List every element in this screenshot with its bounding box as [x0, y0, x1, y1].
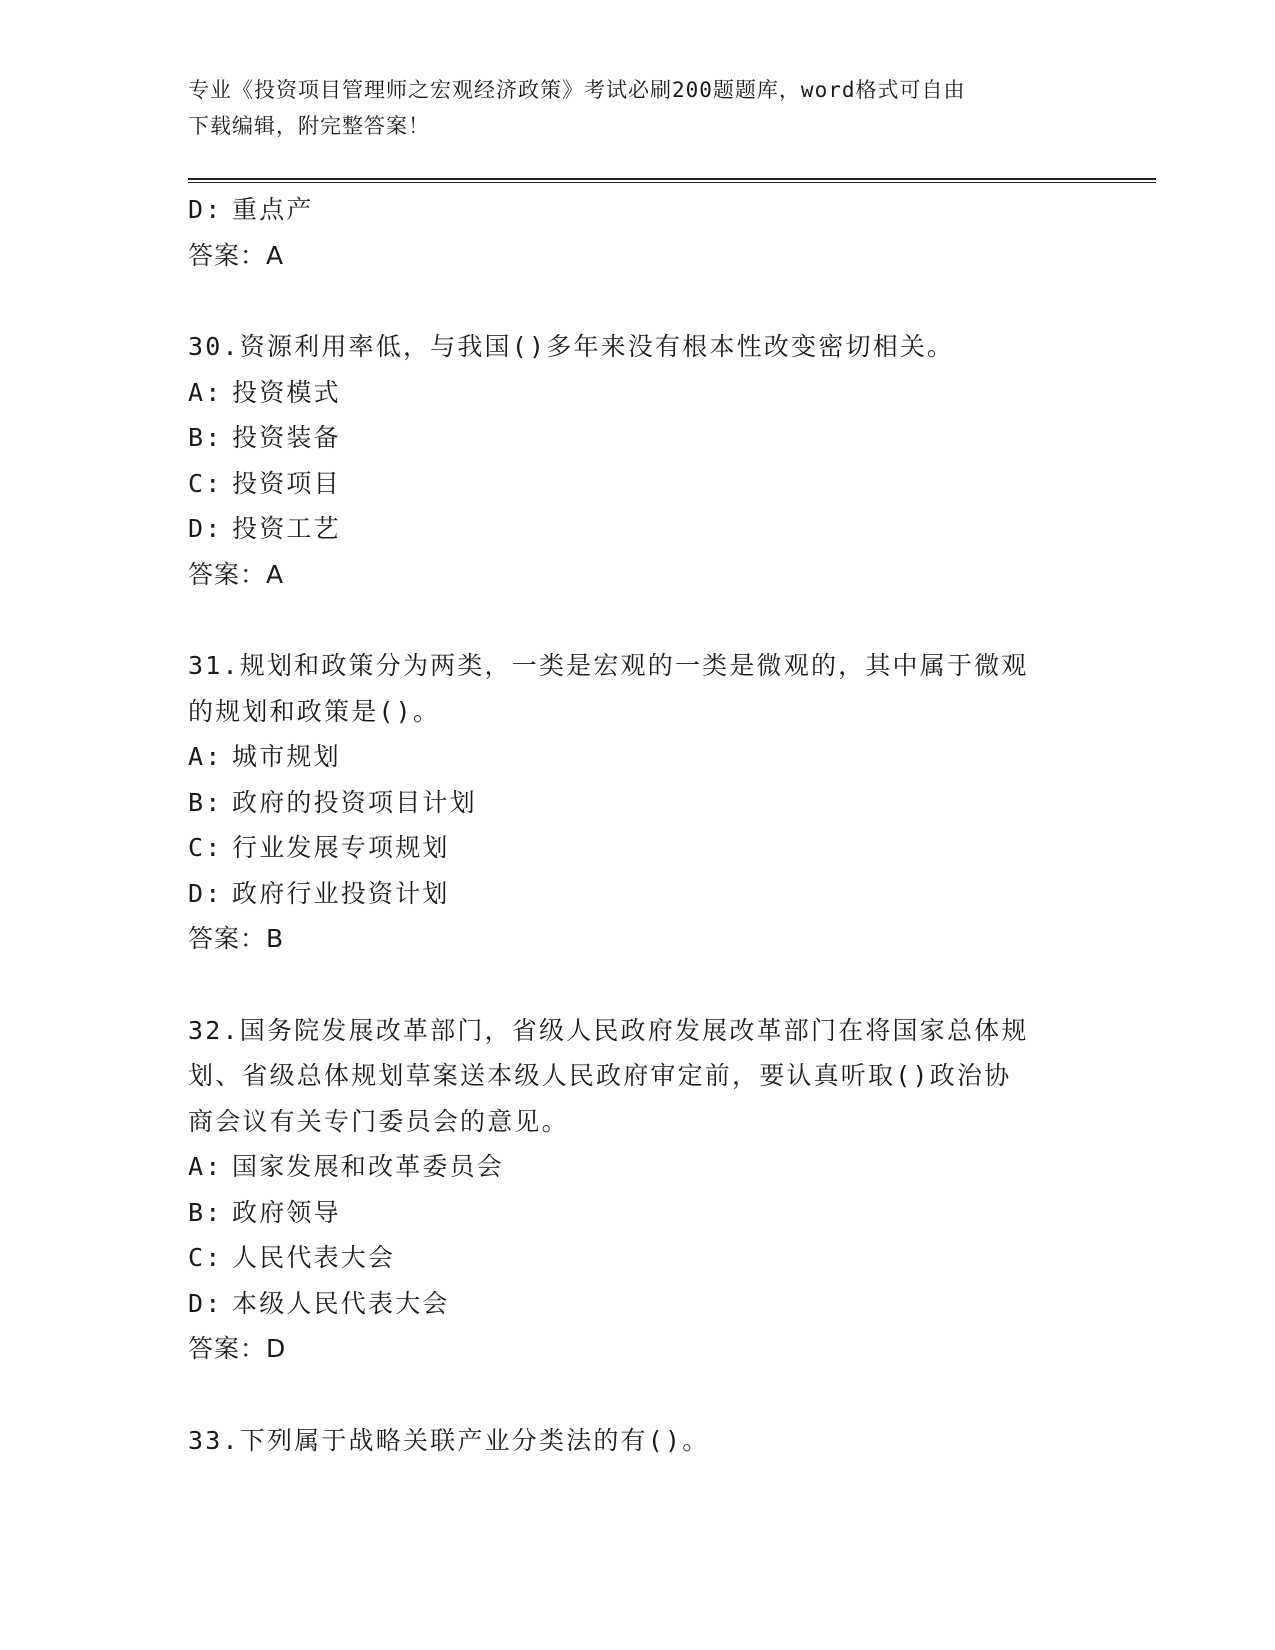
option-d — [188, 506, 1088, 552]
option-label: D: — [188, 195, 223, 224]
option-text: 国家发展和改革委员会 — [232, 1152, 505, 1181]
stem-line: 的规划和政策是()。 — [188, 696, 441, 726]
option-label: A: — [188, 377, 223, 407]
option-label: D: — [188, 1288, 223, 1318]
option-a — [188, 370, 1088, 416]
option-label: D: — [188, 878, 223, 908]
option-label: C: — [188, 1243, 223, 1272]
option-text: 投资装备 — [232, 423, 341, 452]
question-stem — [188, 324, 1088, 370]
option-text: 人民代表大会 — [232, 1243, 396, 1272]
answer: 答案：D — [188, 1334, 287, 1363]
option-text: 投资项目 — [232, 468, 341, 498]
answer: 答案：A — [188, 240, 285, 270]
option-b — [188, 1190, 1088, 1236]
option-text: 本级人民代表大会 — [232, 1288, 450, 1318]
option-text: 政府领导 — [232, 1197, 341, 1227]
question-list — [188, 187, 1088, 1463]
question-31 — [188, 643, 1088, 962]
option-text: 政府行业投资计划 — [232, 878, 450, 908]
stem-line: 30.资源利用率低，与我国()多年来没有根本性改变密切相关。 — [188, 332, 955, 361]
option-text: 重点产 — [232, 195, 314, 224]
option-d — [188, 871, 1088, 917]
stem-line: 划、省级总体规划草案送本级人民政府审定前，要认真听取()政治协 — [188, 1061, 1012, 1090]
option-b — [188, 415, 1088, 461]
question-32 — [188, 1008, 1088, 1372]
question-stem — [188, 643, 1088, 734]
option-text: 投资工艺 — [232, 514, 341, 543]
question-stem — [188, 1418, 1088, 1464]
option-label: B: — [188, 423, 223, 452]
option-d — [188, 1281, 1088, 1327]
option-label: A: — [188, 1152, 223, 1181]
stem-line: 商会议有关专门委员会的意见。 — [188, 1106, 569, 1136]
option-text: 城市规划 — [232, 742, 341, 771]
option-text: 政府的投资项目计划 — [232, 787, 477, 817]
header-line-2: 下载编辑，附完整答案！ — [188, 114, 430, 138]
answer: 答案：A — [188, 559, 285, 589]
document-header — [188, 72, 1068, 144]
option-text: 投资模式 — [232, 377, 341, 407]
header-line-1: 专业《投资项目管理师之宏观经济政策》考试必刷200题题库，word格式可自由 — [188, 78, 966, 102]
option-label: C: — [188, 833, 223, 862]
option-a — [188, 734, 1088, 780]
option-b — [188, 780, 1088, 826]
question-30 — [188, 324, 1088, 597]
option-c — [188, 825, 1088, 871]
header-divider — [188, 178, 1156, 183]
question-stem — [188, 1008, 1088, 1145]
option-a — [188, 1144, 1088, 1190]
option-text: 行业发展专项规划 — [232, 833, 450, 862]
stem-line: 31.规划和政策分为两类，一类是宏观的一类是微观的，其中属于微观 — [188, 651, 1029, 680]
option-c — [188, 461, 1088, 507]
option-d — [188, 187, 1088, 233]
answer: 答案：B — [188, 924, 285, 953]
question-33 — [188, 1418, 1088, 1464]
stem-line: 32.国务院发展改革部门，省级人民政府发展改革部门在将国家总体规 — [188, 1015, 1029, 1045]
option-label: B: — [188, 1197, 223, 1227]
option-label: C: — [188, 468, 223, 498]
option-label: A: — [188, 742, 223, 771]
option-c — [188, 1235, 1088, 1281]
stem-line: 33.下列属于战略关联产业分类法的有()。 — [188, 1425, 710, 1455]
option-label: D: — [188, 514, 223, 543]
option-label: B: — [188, 787, 223, 817]
